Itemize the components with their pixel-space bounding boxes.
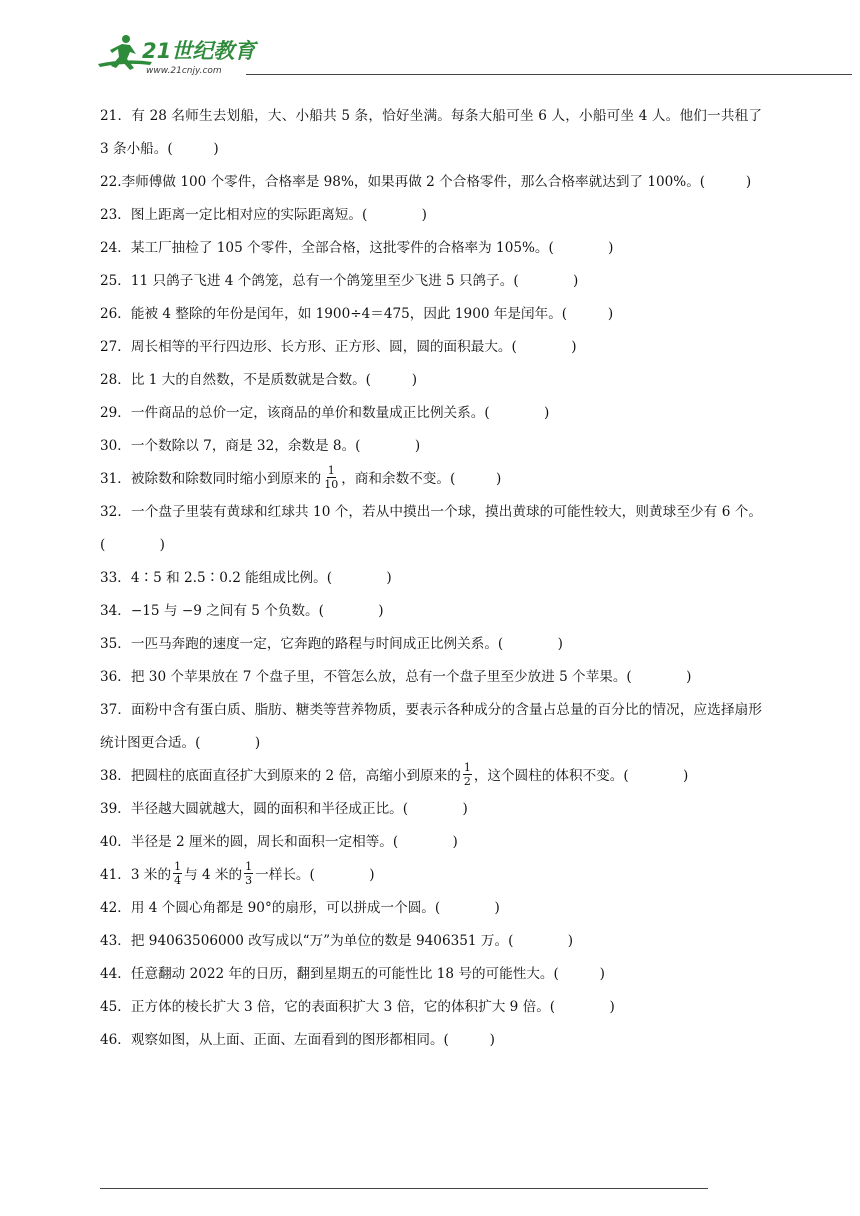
question-q35 xyxy=(100,628,762,661)
question-text: 43．把 94063506000 改写成以“万”为单位的数是 9406351 万。( ) xyxy=(100,933,574,949)
question-q46 xyxy=(100,1024,762,1057)
question-q23 xyxy=(100,199,762,232)
question-q24 xyxy=(100,232,762,265)
question-q27 xyxy=(100,331,762,364)
question-q29 xyxy=(100,397,762,430)
question-text: 26．能被 4 整除的年份是闰年，如 1900÷4＝475，因此 1900 年是闰年。( ) xyxy=(100,306,614,322)
question-text: 38．把圆柱的底面直径扩大到原来的 2 倍，高缩小到原来的 xyxy=(100,768,461,784)
question-q31 xyxy=(100,463,762,496)
question-text: ，商和余数不变。( ) xyxy=(341,471,502,487)
fraction-denominator: 4 xyxy=(174,874,182,887)
fraction-denominator: 3 xyxy=(245,874,253,887)
question-q44 xyxy=(100,958,762,991)
question-text: 41．3 米的 xyxy=(100,867,172,883)
question-text: 28．比 1 大的自然数，不是质数就是合数。( ) xyxy=(100,372,418,388)
question-text: 29．一件商品的总价一定，该商品的单价和数量成正比例关系。( ) xyxy=(100,405,550,421)
fraction-denominator: 2 xyxy=(463,775,471,788)
question-text: 32．一个盘子里装有黄球和红球共 10 个，若从中摸出一个球，摸出黄球的可能性较大，则黄球至少有 6 个。( ) xyxy=(100,504,762,553)
question-text: 33．4∶5 和 2.5∶0.2 能组成比例。( ) xyxy=(100,570,392,586)
question-q38 xyxy=(100,760,762,793)
question-q28 xyxy=(100,364,762,397)
question-text: 36．把 30 个苹果放在 7 个盘子里，不管怎么放，总有一个盘子里至少放进 5 个苹果。( ) xyxy=(100,669,692,685)
question-q33 xyxy=(100,562,762,595)
site-logo xyxy=(96,32,276,76)
question-text: 31．被除数和除数同时缩小到原来的 xyxy=(100,471,322,487)
question-text: 40．半径是 2 厘米的圆，周长和面积一定相等。( ) xyxy=(100,834,458,850)
question-q41 xyxy=(100,859,762,892)
question-text: ，这个圆柱的体积不变。( ) xyxy=(473,768,689,784)
fraction-denominator: 10 xyxy=(324,478,339,491)
fraction-numerator: 1 xyxy=(174,860,182,873)
question-text: 45．正方体的棱长扩大 3 倍，它的表面积扩大 3 倍，它的体积扩大 9 倍。( ) xyxy=(100,999,615,1015)
question-q21 xyxy=(100,100,762,166)
question-text: 35．一匹马奔跑的速度一定，它奔跑的路程与时间成正比例关系。( ) xyxy=(100,636,563,652)
question-text: 37．面粉中含有蛋白质、脂肪、糖类等营养物质，要表示各种成分的含量占总量的百分比的情况，应选择扇形统计图更合适。( ) xyxy=(100,702,762,751)
footer-rule xyxy=(100,1188,708,1189)
question-list xyxy=(100,100,762,1057)
question-text: 34．−15 与 −9 之间有 5 个负数。( ) xyxy=(100,603,384,619)
fraction xyxy=(173,860,182,887)
fraction-numerator: 1 xyxy=(463,761,471,774)
question-text: 46．观察如图，从上面、正面、左面看到的图形都相同。( ) xyxy=(100,1032,495,1048)
question-text: 39．半径越大圆就越大，圆的面积和半径成正比。( ) xyxy=(100,801,468,817)
fraction xyxy=(323,464,339,491)
question-q30 xyxy=(100,430,762,463)
question-text: 23．图上距离一定比相对应的实际距离短。( ) xyxy=(100,207,427,223)
question-q45 xyxy=(100,991,762,1024)
question-q25 xyxy=(100,265,762,298)
svg-text:www.21cnjy.com: www.21cnjy.com xyxy=(146,66,222,76)
header-rule xyxy=(246,74,852,75)
question-text: 22.李师傅做 100 个零件，合格率是 98%，如果再做 2 个合格零件，那么合格率就达到了 100%。( ) xyxy=(100,174,752,190)
page-header xyxy=(96,30,756,78)
question-q34 xyxy=(100,595,762,628)
question-text: 24．某工厂抽检了 105 个零件，全部合格，这批零件的合格率为 105%。( ) xyxy=(100,240,614,256)
question-text: 与 4 米的 xyxy=(184,867,243,883)
question-q42 xyxy=(100,892,762,925)
svg-text:21世纪教育: 21世纪教育 xyxy=(142,39,256,63)
question-q37 xyxy=(100,694,762,760)
question-text: 21．有 28 名师生去划船，大、小船共 5 条，恰好坐满。每条大船可坐 6 人，小船可坐 4 人。他们一共租了 3 条小船。( ) xyxy=(100,108,762,157)
question-text: 42．用 4 个圆心角都是 90°的扇形，可以拼成一个圆。( ) xyxy=(100,900,500,916)
question-q32 xyxy=(100,496,762,562)
fraction xyxy=(244,860,253,887)
question-q39 xyxy=(100,793,762,826)
question-q36 xyxy=(100,661,762,694)
question-q43 xyxy=(100,925,762,958)
question-text: 一样长。( ) xyxy=(255,867,375,883)
question-text: 25．11 只鸽子飞进 4 个鸽笼，总有一个鸽笼里至少飞进 5 只鸽子。( ) xyxy=(100,273,579,289)
fraction-numerator: 1 xyxy=(245,860,253,873)
question-q40 xyxy=(100,826,762,859)
question-text: 27．周长相等的平行四边形、长方形、正方形、圆，圆的面积最大。( ) xyxy=(100,339,577,355)
fraction xyxy=(463,761,472,788)
fraction-numerator: 1 xyxy=(327,464,335,477)
question-q22 xyxy=(100,166,762,199)
question-q26 xyxy=(100,298,762,331)
question-text: 30．一个数除以 7，商是 32，余数是 8。( ) xyxy=(100,438,421,454)
question-text: 44．任意翻动 2022 年的日历，翻到星期五的可能性比 18 号的可能性大。( ) xyxy=(100,966,605,982)
